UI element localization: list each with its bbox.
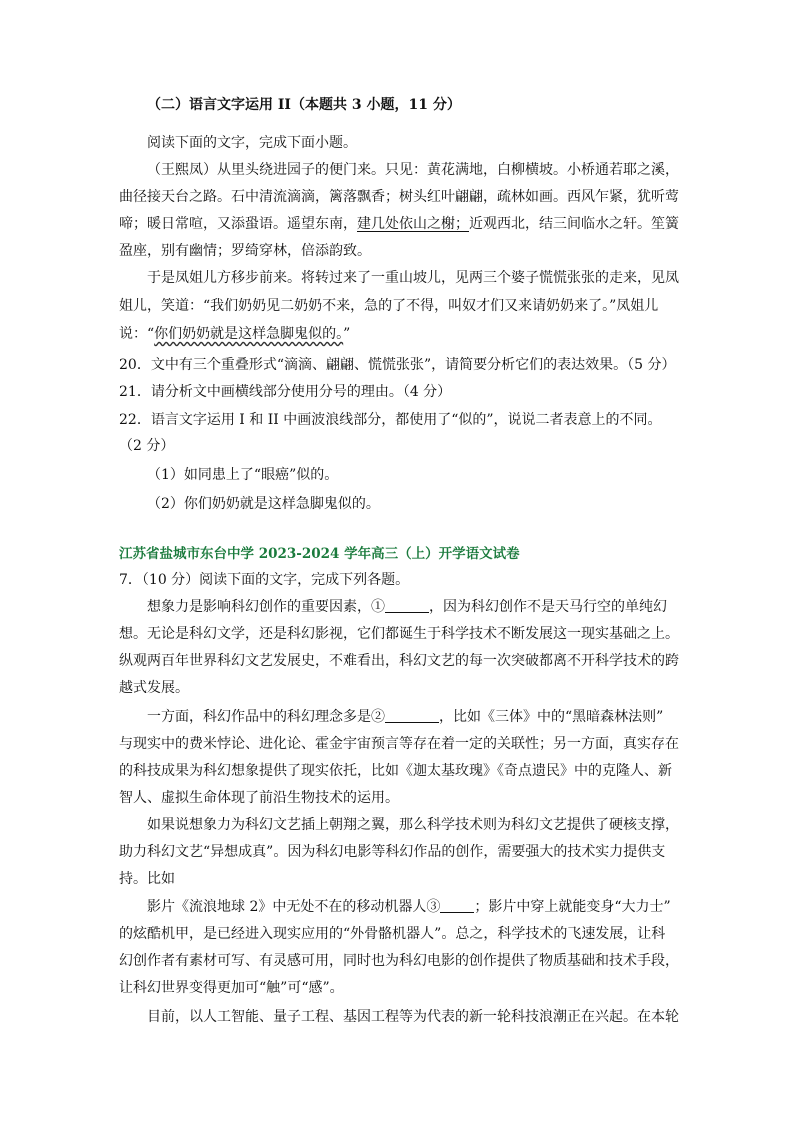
sentence-1: （1）如同患上了“眼癌”似的。 — [147, 467, 339, 483]
text-run: 影片《流浪地球 2》中无处不在的移动机器人③ — [147, 899, 441, 915]
wavy-underlined-text: 你们奶奶就是这样急脚鬼似的。 — [154, 326, 344, 342]
section-heading: （二）语言文字运用 II（本题共 3 小题，11 分） — [147, 97, 461, 113]
exam-source-title: 江苏省盐城市东台中学 2023-2024 学年高三（上）开学语文试卷 — [119, 546, 520, 562]
instruction: 阅读下面的文字，完成下面小题。 — [147, 135, 357, 151]
question-22: 22．语言文字运用 I 和 II 中画波浪线部分，都使用了“似的”，说说二者表意上的不同。 — [119, 412, 662, 428]
passage-line: 想。无论是科幻文学，还是科幻影视，它们都诞生于科学技术不断发展这一现实基础之上。 — [119, 626, 679, 642]
text-run: 啼；暖日常喧，又添蛩语。遥望东南， — [119, 216, 357, 232]
passage-line — [119, 324, 679, 344]
text-run: 说：“ — [119, 326, 155, 342]
passage-line: 持。比如 — [119, 871, 175, 887]
passage-line: 助力科幻文艺“异想成真”。因为科幻电影等科幻作品的创作，需要强大的技术实力提供支 — [119, 844, 666, 860]
text-run: ” — [343, 326, 351, 342]
passage-line: 曲径接天台之路。石中清流滴滴，篱落飘香；树头红叶翩翩，疏林如画。西风乍紧，犹听莺 — [119, 189, 679, 205]
passage-line — [147, 897, 707, 917]
text-run: 想象力是影响科幻创作的重要因素，① — [147, 599, 385, 615]
passage-line: 幻创作者有素材可写、有灵感可用，同时也为科幻电影的创作提供了物质基础和技术手段， — [119, 953, 679, 969]
passage-line: （王熙凤）从里头绕进园子的便门来。只见：黄花满地，白柳横坡。小桥通若耶之溪， — [147, 162, 679, 178]
passage-line — [147, 707, 707, 727]
passage-line: 如果说想象力为科幻文艺插上朝翔之翼，那么科学技术则为科幻文艺提供了硬核支撑， — [147, 817, 679, 833]
question-20: 20．文中有三个重叠形式“滴滴、翩翩、慌慌张张”，请简要分析它们的表达效果。（5 分） — [119, 357, 676, 373]
passage-line — [147, 597, 707, 617]
passage-line — [119, 214, 679, 234]
text-run: ，因为科幻创作不是天马行空的单纯幻 — [429, 599, 667, 615]
passage-line: 目前，以人工智能、量子工程、基因工程等为代表的新一轮科技浪潮正在兴起。在本轮 — [147, 1009, 679, 1025]
passage-line: 与现实中的费米悖论、进化论、霍金宇宙预言等存在着一定的关联性；另一方面，真实存在 — [119, 736, 679, 752]
text-run: 一方面，科幻作品中的科幻理念多是② — [147, 709, 385, 725]
passage-line: 的炫酷机甲，是已经进入现实应用的“外骨骼机器人”。总之，科学技术的飞速发展，让科 — [119, 926, 666, 942]
passage-line: 盈座，别有幽情；罗绮穿林，倍添韵致。 — [119, 243, 371, 259]
passage-line: 越式发展。 — [119, 680, 189, 696]
passage-line: 纵观两百年世界科幻文艺发展史，不难看出，科幻文艺的每一次突破都离不开科学技术的跨 — [119, 653, 679, 669]
text-run: ，比如《三体》中的“黑暗森林法则” — [439, 709, 664, 725]
passage-line: 让科幻世界变得更加可“触”可“感”。 — [119, 980, 344, 996]
answer-blank-3[interactable] — [440, 898, 474, 913]
question-21: 21．请分析文中画横线部分使用分号的理由。（4 分） — [119, 384, 452, 400]
sentence-2: （2）你们奶奶就是这样急脚鬼似的。 — [147, 496, 380, 512]
passage-line: 于是凤姐儿方移步前来。将转过来了一重山坡儿，见两三个婆子慌慌张张的走来，见凤 — [147, 270, 679, 286]
underlined-text: 建几处依山之榭； — [357, 216, 469, 232]
question-22-points: （2 分） — [119, 438, 175, 454]
passage-line: 的科技成果为科幻想象提供了现实依托，比如《迦太基玫瑰》《奇点遗民》中的克隆人、新 — [119, 763, 672, 779]
question-7: 7．（10 分）阅读下面的文字，完成下列各题。 — [119, 572, 410, 588]
passage-line: 姐儿，笑道：“我们奶奶见二奶奶不来，急的了不得，叫奴才们又来请奶奶来了。”凤姐儿 — [119, 298, 659, 314]
answer-blank-2[interactable] — [385, 708, 439, 723]
passage-line: 智人、虚拟生命体现了前沿生物技术的运用。 — [119, 790, 399, 806]
text-run: ；影片中穿上就能变身“大力士” — [474, 899, 671, 915]
text-run: 近观西北，结三间临水之轩。笙簧 — [469, 216, 679, 232]
answer-blank-1[interactable] — [385, 598, 429, 613]
